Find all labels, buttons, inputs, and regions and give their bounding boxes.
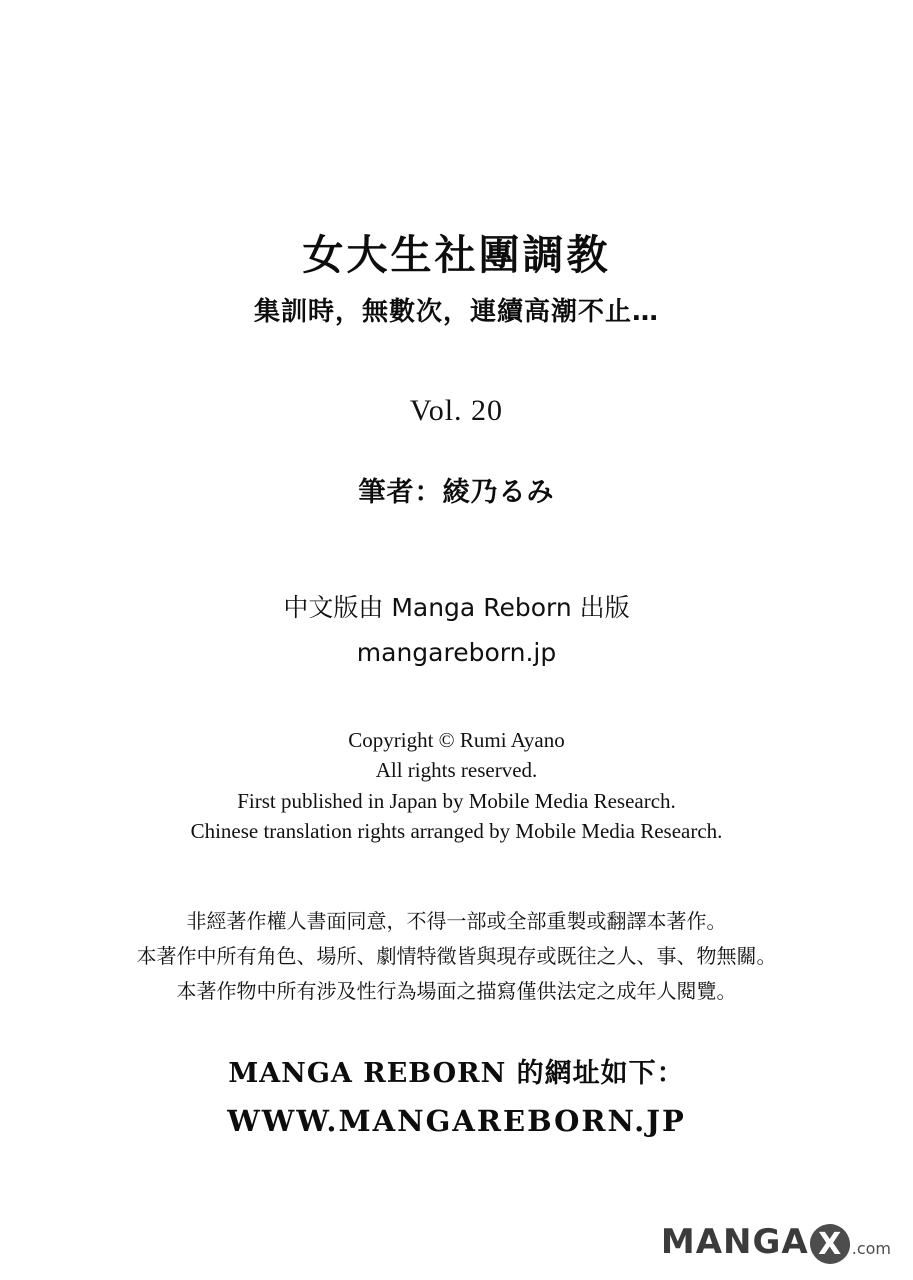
promo-url[interactable]: WWW.MANGAREBORN.JP [227, 1104, 686, 1139]
promo-line: MANGA REBORN 的網址如下： [228, 1058, 685, 1090]
mangax-logo [661, 1222, 891, 1262]
publisher-block [283, 589, 629, 673]
logo-x-icon [810, 1224, 850, 1264]
logo-manga-text: MANGA [660, 1222, 809, 1262]
publisher-url[interactable]: mangareborn.jp [356, 637, 557, 667]
copyright-line-4: Chinese translation rights arranged by Mobile Media Research. [190, 818, 723, 843]
copyright-line-2: All rights reserved. [375, 758, 538, 783]
page-subtitle: 集訓時，無數次，連續高潮不止… [253, 297, 659, 328]
logo-com-text: .com [851, 1239, 891, 1258]
page-title: 女大生社團調教 [302, 231, 611, 279]
author-label: 筆者：綾乃るみ [358, 477, 555, 509]
volume-label: Vol. 20 [409, 394, 504, 428]
notice-line-1: 非經著作權人書面同意，不得一部或全部重製或翻譯本著作。 [186, 909, 727, 934]
promo-block [227, 1051, 686, 1138]
copyright-block [191, 725, 723, 847]
notice-block [137, 904, 777, 1009]
notice-line-2: 本著作中所有角色、場所、劇情特徵皆與現存或既往之人、事、物無關。 [136, 944, 777, 969]
publisher-line: 中文版由 Manga Reborn 出版 [283, 593, 630, 623]
copyright-line-1: Copyright © Rumi Ayano [348, 727, 565, 752]
copyright-line-3: First published in Japan by Mobile Media Research. [237, 788, 676, 813]
title-block [0, 232, 913, 328]
notice-line-3: 本著作物中所有涉及性行為場面之描寫僅供法定之成年人閱覽。 [176, 979, 737, 1004]
logo-x-letter: X [818, 1226, 842, 1262]
